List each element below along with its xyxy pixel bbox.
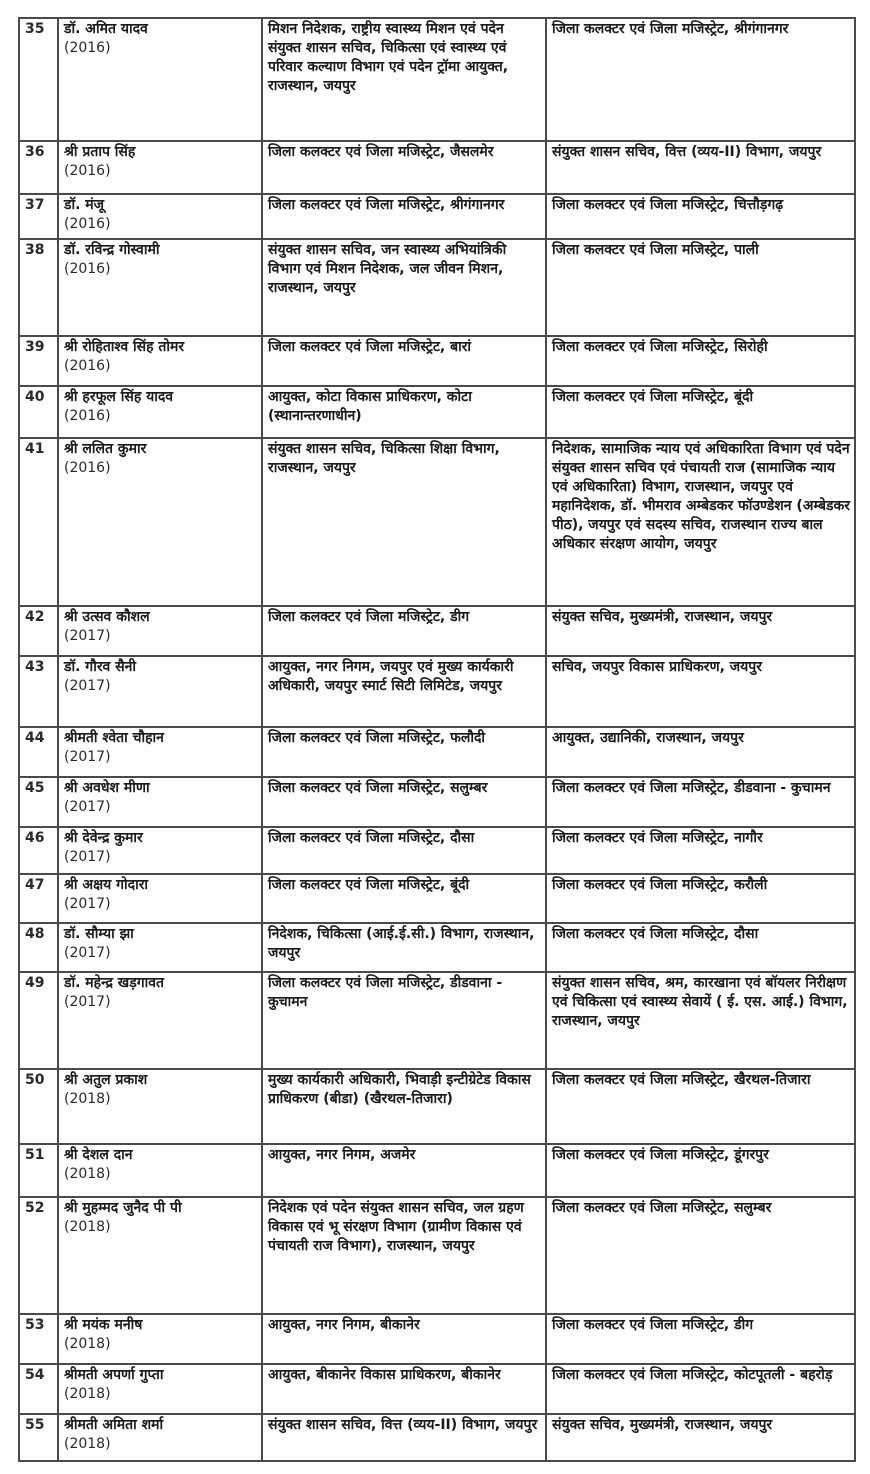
batch-year: (2017) (64, 945, 111, 961)
officer-name-cell (58, 141, 262, 194)
officer-name: श्रीमती अपर्णा गुप्ता (64, 1367, 164, 1383)
batch-year: (2018) (64, 1436, 111, 1452)
batch-year: (2016) (64, 358, 111, 374)
table-row (19, 386, 855, 438)
serial-number: 44 (19, 727, 58, 777)
current-posting: निदेशक, चिकित्सा (आई.ई.सी.) विभाग, राजस्थान, जयपुर (262, 923, 546, 972)
serial-number: 54 (19, 1364, 58, 1414)
batch-year: (2017) (64, 799, 111, 815)
officer-name: श्री रोहिताश्व सिंह तोमर (64, 339, 185, 355)
officer-name-cell (58, 336, 262, 386)
new-posting: जिला कलक्टर एवं जिला मजिस्ट्रेट, चित्तौड़गढ़ (546, 194, 855, 239)
current-posting: आयुक्त, नगर निगम, अजमेर (262, 1144, 546, 1197)
serial-number: 48 (19, 923, 58, 972)
officer-name-cell (58, 972, 262, 1069)
officer-name: श्री ललित कुमार (64, 441, 147, 457)
table-row (19, 972, 855, 1069)
serial-number: 43 (19, 656, 58, 727)
table-row (19, 606, 855, 656)
new-posting: जिला कलक्टर एवं जिला मजिस्ट्रेट, दौसा (546, 923, 855, 972)
officer-name-cell (58, 194, 262, 239)
new-posting: जिला कलक्टर एवं जिला मजिस्ट्रेट, डूंगरपुर (546, 1144, 855, 1197)
batch-year: (2017) (64, 994, 111, 1010)
new-posting: संयुक्त सचिव, मुख्यमंत्री, राजस्थान, जयपुर (546, 1414, 855, 1461)
officer-name: श्रीमती अमिता शर्मा (64, 1417, 164, 1433)
serial-number: 40 (19, 386, 58, 438)
current-posting: मुख्य कार्यकारी अधिकारी, भिवाड़ी इन्टीग्रेटेड विकास प्राधिकरण (बीडा) (खैरथल-तिजारा) (262, 1069, 546, 1144)
current-posting: जिला कलक्टर एवं जिला मजिस्ट्रेट, जैसलमेर (262, 141, 546, 194)
serial-number: 37 (19, 194, 58, 239)
current-posting: जिला कलक्टर एवं जिला मजिस्ट्रेट, दौसा (262, 827, 546, 874)
officer-name-cell (58, 1144, 262, 1197)
officer-name: डॉ. अमित यादव (64, 21, 148, 37)
officer-name: श्री मयंक मनीष (64, 1317, 143, 1333)
officer-name: डॉ. गौरव सैनी (64, 659, 137, 675)
table-row (19, 194, 855, 239)
officer-name: श्री प्रताप सिंह (64, 144, 136, 160)
officer-name: डॉ. सौम्या झा (64, 926, 134, 942)
transfer-table (18, 17, 856, 1462)
current-posting: संयुक्त शासन सचिव, चिकित्सा शिक्षा विभाग, राजस्थान, जयपुर (262, 438, 546, 606)
officer-name-cell (58, 923, 262, 972)
current-posting: आयुक्त, बीकानेर विकास प्राधिकरण, बीकानेर (262, 1364, 546, 1414)
batch-year: (2016) (64, 261, 111, 277)
new-posting: आयुक्त, उद्यानिकी, राजस्थान, जयपुर (546, 727, 855, 777)
officer-name-cell (58, 656, 262, 727)
current-posting: आयुक्त, नगर निगम, बीकानेर (262, 1314, 546, 1364)
new-posting: संयुक्त सचिव, मुख्यमंत्री, राजस्थान, जयपुर (546, 606, 855, 656)
serial-number: 52 (19, 1197, 58, 1314)
new-posting: जिला कलक्टर एवं जिला मजिस्ट्रेट, पाली (546, 239, 855, 336)
serial-number: 47 (19, 874, 58, 923)
officer-name: श्री देशल दान (64, 1147, 133, 1163)
officer-name-cell (58, 606, 262, 656)
new-posting: जिला कलक्टर एवं जिला मजिस्ट्रेट, नागौर (546, 827, 855, 874)
current-posting: आयुक्त, नगर निगम, जयपुर एवं मुख्य कार्यकारी अधिकारी, जयपुर स्मार्ट सिटी लिमिटेड, जयपुर (262, 656, 546, 727)
officer-name: डॉ. महेन्द्र खड़गावत (64, 975, 164, 991)
serial-number: 45 (19, 777, 58, 827)
batch-year: (2018) (64, 1091, 111, 1107)
current-posting: जिला कलक्टर एवं जिला मजिस्ट्रेट, सलुम्बर (262, 777, 546, 827)
officer-name: श्रीमती श्वेता चौहान (64, 730, 164, 746)
serial-number: 55 (19, 1414, 58, 1461)
serial-number: 35 (19, 18, 58, 141)
table-row (19, 1144, 855, 1197)
table-row (19, 1197, 855, 1314)
new-posting: निदेशक, सामाजिक न्याय एवं अधिकारिता विभाग एवं पदेन संयुक्त शासन सचिव एवं पंचायती राज (सामाजिक न्याय एवं अधिकारिता) विभाग, राजस्थान, जयपुर एवं महानिदेशक, डॉ. भीमराव अम्बेडकर फॉउण्डेशन (अम्बेडकर पीठ), जयपुर एवं सदस्य सचिव, राजस्थान राज्य बाल अधिकार संरक्षण आयोग, जयपुर (546, 438, 855, 606)
serial-number: 46 (19, 827, 58, 874)
serial-number: 36 (19, 141, 58, 194)
current-posting: जिला कलक्टर एवं जिला मजिस्ट्रेट, डीडवाना - कुचामन (262, 972, 546, 1069)
table-row (19, 656, 855, 727)
officer-name-cell (58, 239, 262, 336)
table-row (19, 239, 855, 336)
current-posting: जिला कलक्टर एवं जिला मजिस्ट्रेट, बूंदी (262, 874, 546, 923)
batch-year: (2016) (64, 408, 111, 424)
current-posting: जिला कलक्टर एवं जिला मजिस्ट्रेट, डीग (262, 606, 546, 656)
batch-year: (2018) (64, 1219, 111, 1235)
table-row (19, 141, 855, 194)
officer-name: श्री अतुल प्रकाश (64, 1072, 148, 1088)
batch-year: (2016) (64, 40, 111, 56)
table-row (19, 827, 855, 874)
table-row (19, 874, 855, 923)
serial-number: 49 (19, 972, 58, 1069)
table-row (19, 1364, 855, 1414)
current-posting: जिला कलक्टर एवं जिला मजिस्ट्रेट, फलौदी (262, 727, 546, 777)
new-posting: जिला कलक्टर एवं जिला मजिस्ट्रेट, सलुम्बर (546, 1197, 855, 1314)
batch-year: (2018) (64, 1386, 111, 1402)
serial-number: 53 (19, 1314, 58, 1364)
batch-year: (2016) (64, 216, 111, 232)
serial-number: 51 (19, 1144, 58, 1197)
batch-year: (2017) (64, 896, 111, 912)
new-posting: जिला कलक्टर एवं जिला मजिस्ट्रेट, करौली (546, 874, 855, 923)
officer-name: श्री अक्षय गोदारा (64, 877, 149, 893)
new-posting: जिला कलक्टर एवं जिला मजिस्ट्रेट, बूंदी (546, 386, 855, 438)
transfer-table-body (19, 18, 855, 1461)
officer-name-cell (58, 386, 262, 438)
batch-year: (2016) (64, 163, 111, 179)
new-posting: जिला कलक्टर एवं जिला मजिस्ट्रेट, डीग (546, 1314, 855, 1364)
table-row (19, 1414, 855, 1461)
batch-year: (2018) (64, 1166, 111, 1182)
serial-number: 39 (19, 336, 58, 386)
table-row (19, 1314, 855, 1364)
officer-name: श्री मुहम्मद जुनैद पी पी (64, 1200, 182, 1216)
batch-year: (2016) (64, 460, 111, 476)
officer-name: डॉ. रविन्द्र गोस्वामी (64, 242, 160, 258)
officer-name-cell (58, 827, 262, 874)
batch-year: (2017) (64, 628, 111, 644)
officer-name-cell (58, 1364, 262, 1414)
new-posting: जिला कलक्टर एवं जिला मजिस्ट्रेट, कोटपूतली - बहरोड़ (546, 1364, 855, 1414)
new-posting: सचिव, जयपुर विकास प्राधिकरण, जयपुर (546, 656, 855, 727)
current-posting: निदेशक एवं पदेन संयुक्त शासन सचिव, जल ग्रहण विकास एवं भू संरक्षण विभाग (ग्रामीण विकास एवं पंचायती राज विभाग), राजस्थान, जयपुर (262, 1197, 546, 1314)
officer-name: श्री हरफूल सिंह यादव (64, 389, 174, 405)
new-posting: जिला कलक्टर एवं जिला मजिस्ट्रेट, डीडवाना - कुचामन (546, 777, 855, 827)
current-posting: जिला कलक्टर एवं जिला मजिस्ट्रेट, बारां (262, 336, 546, 386)
current-posting: मिशन निदेशक, राष्ट्रीय स्वास्थ्य मिशन एवं पदेन संयुक्त शासन सचिव, चिकित्सा एवं स्वास्थ्य एवं परिवार कल्याण विभाग एवं पदेन ट्रॉमा आयुक्त, राजस्थान, जयपुर (262, 18, 546, 141)
table-row (19, 1069, 855, 1144)
current-posting: आयुक्त, कोटा विकास प्राधिकरण, कोटा (स्थानान्तरणाधीन) (262, 386, 546, 438)
officer-name-cell (58, 874, 262, 923)
officer-name-cell (58, 777, 262, 827)
current-posting: जिला कलक्टर एवं जिला मजिस्ट्रेट, श्रीगंगानगर (262, 194, 546, 239)
officer-name: डॉ. मंजू (64, 197, 105, 213)
officer-name: श्री अवधेश मीणा (64, 780, 150, 796)
table-row (19, 18, 855, 141)
batch-year: (2017) (64, 849, 111, 865)
officer-name: श्री देवेन्द्र कुमार (64, 830, 143, 846)
officer-name-cell (58, 438, 262, 606)
new-posting: जिला कलक्टर एवं जिला मजिस्ट्रेट, सिरोही (546, 336, 855, 386)
officer-name-cell (58, 1069, 262, 1144)
new-posting: जिला कलक्टर एवं जिला मजिस्ट्रेट, श्रीगंगानगर (546, 18, 855, 141)
officer-name-cell (58, 18, 262, 141)
table-row (19, 438, 855, 606)
serial-number: 41 (19, 438, 58, 606)
new-posting: संयुक्त शासन सचिव, वित्त (व्यय-II) विभाग, जयपुर (546, 141, 855, 194)
table-row (19, 727, 855, 777)
table-row (19, 777, 855, 827)
new-posting: संयुक्त शासन सचिव, श्रम, कारखाना एवं बॉयलर निरीक्षण एवं चिकित्सा एवं स्वास्थ्य सेवायें ( ई. एस. आई.) विभाग, राजस्थान, जयपुर (546, 972, 855, 1069)
officer-name: श्री उत्सव कौशल (64, 609, 150, 625)
officer-name-cell (58, 1314, 262, 1364)
batch-year: (2017) (64, 678, 111, 694)
table-row (19, 923, 855, 972)
batch-year: (2017) (64, 749, 111, 765)
officer-name-cell (58, 1197, 262, 1314)
new-posting: जिला कलक्टर एवं जिला मजिस्ट्रेट, खैरथल-तिजारा (546, 1069, 855, 1144)
serial-number: 38 (19, 239, 58, 336)
table-row (19, 336, 855, 386)
batch-year: (2018) (64, 1336, 111, 1352)
current-posting: संयुक्त शासन सचिव, वित्त (व्यय-II) विभाग, जयपुर (262, 1414, 546, 1461)
officer-name-cell (58, 1414, 262, 1461)
current-posting: संयुक्त शासन सचिव, जन स्वास्थ्य अभियांत्रिकी विभाग एवं मिशन निदेशक, जल जीवन मिशन, राजस्थान, जयपुर (262, 239, 546, 336)
serial-number: 50 (19, 1069, 58, 1144)
serial-number: 42 (19, 606, 58, 656)
officer-name-cell (58, 727, 262, 777)
